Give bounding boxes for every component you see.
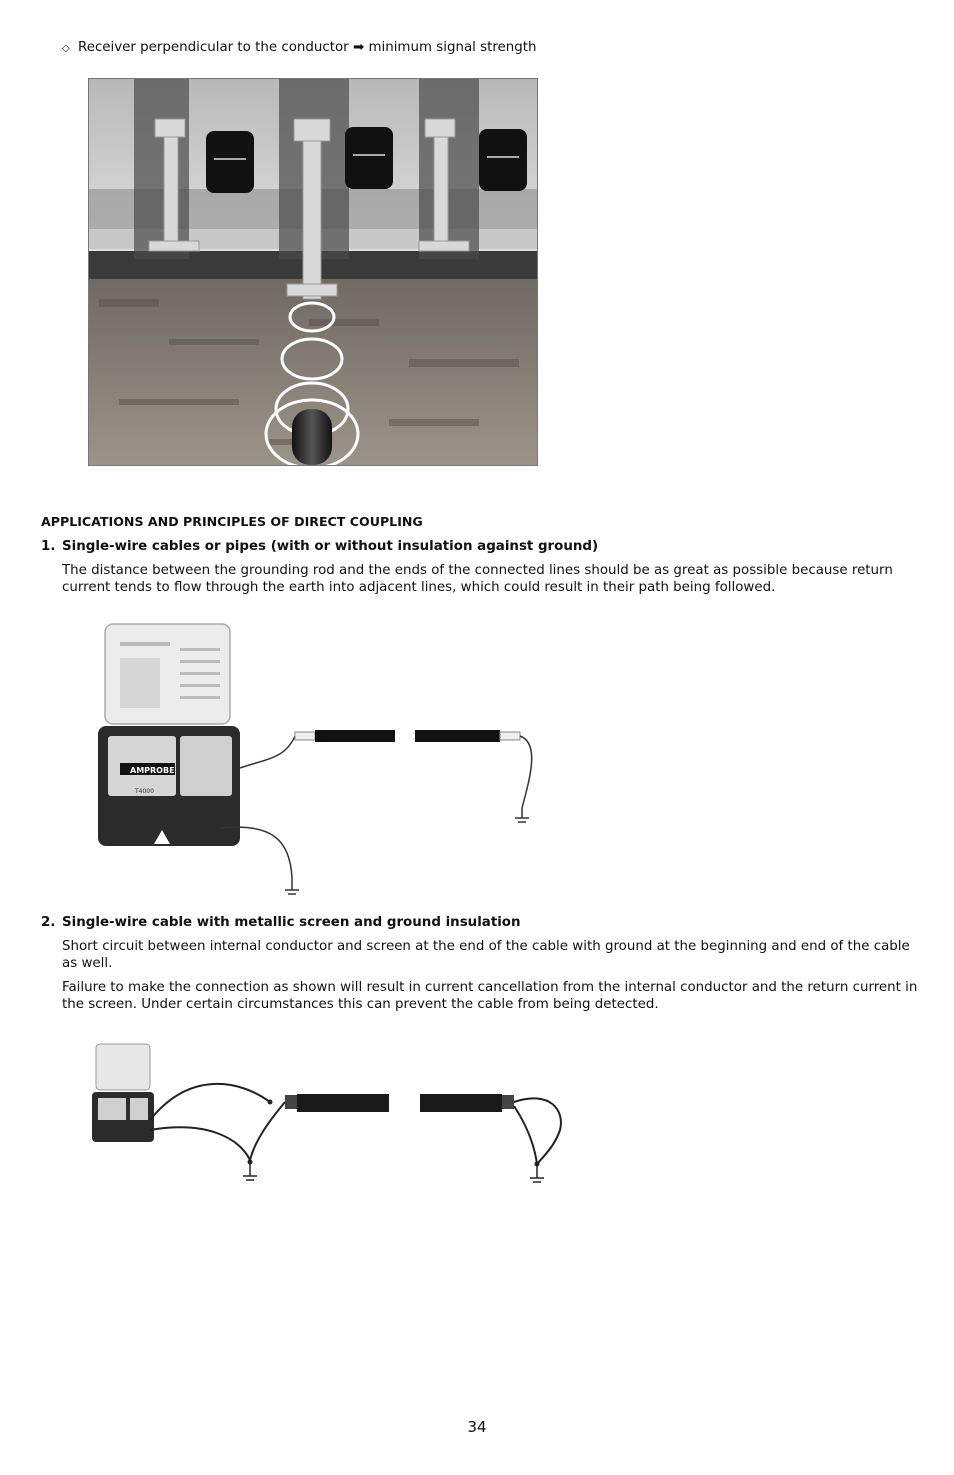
item-1-paragraph: The distance between the grounding rod and the ends of the connected lines should be as great as possible because return current tends to flow through the earth into adjacent lines, which could result in their path being followed. [62, 563, 893, 595]
receiver-orientation-illustration [89, 79, 537, 465]
item-1-title: Single-wire cables or pipes (with or without insulation against ground) [62, 539, 599, 554]
page-number: 34 [467, 1418, 487, 1436]
section-heading: APPLICATIONS AND PRINCIPLES OF DIRECT COUPLING [41, 514, 423, 529]
bullet-item [62, 39, 537, 57]
receiver-orientation-figure [88, 78, 538, 466]
transmitter-brand: AMPROBE [130, 766, 175, 775]
right-arrow-icon: ➡ [352, 40, 365, 55]
transmitter-model: T4000 [135, 788, 154, 795]
screened-cable-connection-figure [90, 1040, 570, 1200]
bullet-text-before: Receiver perpendicular to the conductor [78, 40, 349, 55]
small-transmitter-lid [96, 1044, 150, 1090]
item-2-number: 2. [41, 915, 56, 930]
item-2-paragraph-2: Failure to make the connection as shown will result in current cancellation from the internal conductor and the return current in the screen. Under certain circumstances this can prevent the cable from being detected. [62, 980, 918, 1012]
screened-cable-connection-diagram [90, 1040, 570, 1200]
item-2-title: Single-wire cable with metallic screen and ground insulation [62, 915, 521, 930]
diamond-bullet-icon: ◇ [62, 43, 70, 54]
single-wire-connection-diagram [90, 618, 540, 908]
item-2-paragraph-1: Short circuit between internal conductor and screen at the end of the cable with ground at the beginning and end of the cable as well. [62, 939, 910, 971]
item-1-number: 1. [41, 539, 56, 554]
single-wire-connection-figure [90, 618, 540, 908]
bullet-text-after: minimum signal strength [368, 40, 537, 55]
